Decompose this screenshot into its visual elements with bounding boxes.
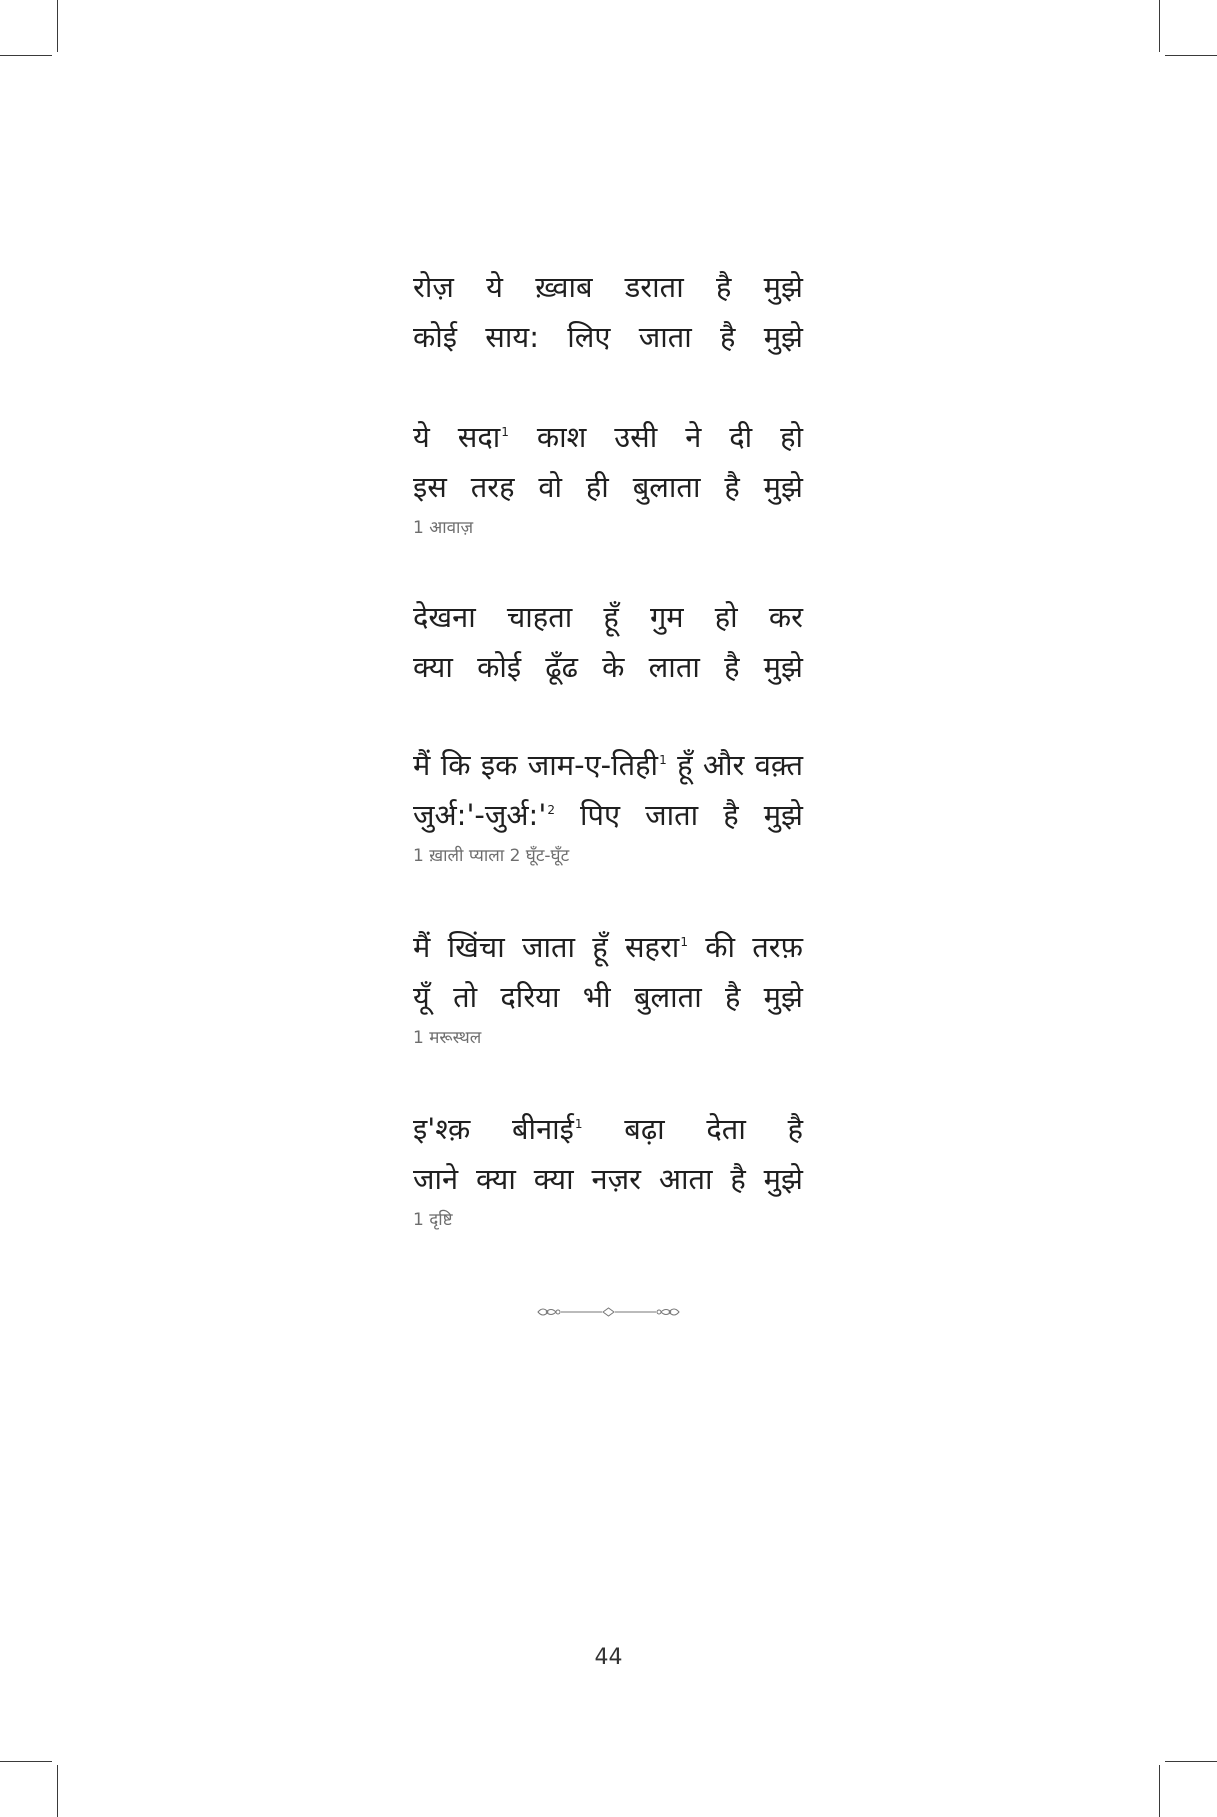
verse-word-text: रोज़ — [413, 270, 454, 304]
verse-word — [724, 462, 739, 512]
verse-word-text: ये — [486, 270, 503, 304]
verse-word — [764, 262, 803, 312]
verse-word-text: दी — [729, 420, 753, 454]
verse-word — [639, 312, 692, 362]
verse-word-text: हूँ — [603, 600, 619, 634]
verse-line — [413, 312, 803, 362]
verse-line — [413, 790, 803, 840]
verse-word-text: है — [716, 270, 732, 304]
crop-mark-top-right-vertical — [1159, 0, 1160, 52]
verse-word — [413, 592, 476, 642]
verse-word-text: इक — [480, 748, 518, 782]
verse-word — [477, 642, 521, 692]
verse-word — [764, 790, 803, 840]
verse-word — [592, 922, 607, 972]
verse-word-text: मुझे — [763, 798, 803, 832]
crop-mark-top-left-horizontal — [0, 55, 52, 56]
verse-word-text: मुझे — [763, 320, 803, 354]
verse-word-text: जुर्अ:'-जुर्अ:' — [413, 798, 547, 832]
verse-word-text: कर — [768, 600, 803, 634]
verse-word — [659, 1154, 713, 1204]
verse-word — [583, 972, 611, 1022]
verse-word — [730, 1154, 745, 1204]
verse-word-text: ढूँढ — [545, 650, 578, 684]
verse-word — [413, 312, 457, 362]
verse-word — [413, 262, 454, 312]
verse-word — [755, 740, 803, 790]
ghazal-text — [413, 262, 803, 1232]
couplet — [413, 1104, 803, 1232]
footnote: 1 दृष्टि — [413, 1210, 453, 1230]
verse-word-text: कोई — [477, 650, 522, 684]
verse-word-text: है — [787, 1112, 803, 1146]
verse-word-text: साय: — [485, 320, 539, 354]
crop-mark-bottom-right-vertical — [1159, 1765, 1160, 1817]
verse-word-text: बुलाता — [633, 980, 702, 1014]
verse-word-text: पिए — [580, 798, 621, 832]
footnote-marker: 1 — [659, 753, 667, 768]
verse-word-text: नज़र — [591, 1162, 641, 1196]
crop-mark-bottom-left-vertical — [57, 1765, 58, 1817]
verse-word-text: काश — [536, 420, 587, 454]
page-number: 44 — [594, 1645, 623, 1670]
verse-word — [705, 922, 735, 972]
verse-word-text: भी — [582, 980, 611, 1014]
verse-word-text: देखना — [413, 600, 476, 634]
verse-word — [645, 790, 698, 840]
footnote-marker: 2 — [547, 803, 555, 818]
verse-word-text: देता — [706, 1112, 746, 1146]
verse-word-text: खिंचा — [447, 930, 505, 964]
verse-word-text: आता — [658, 1162, 713, 1196]
verse-word — [706, 1104, 745, 1154]
verse-word — [534, 1154, 574, 1204]
verse-word — [715, 592, 738, 642]
verse-word — [413, 922, 430, 972]
verse-word — [764, 462, 803, 512]
verse-word-text: ही — [585, 470, 609, 504]
verse-line — [413, 592, 803, 642]
verse-word — [780, 412, 803, 462]
verse-word — [614, 412, 657, 462]
verse-word — [486, 262, 503, 312]
verse-word-text: वक़्त — [754, 748, 803, 782]
verse-word — [764, 312, 803, 362]
verse-word — [413, 1154, 458, 1204]
verse-word — [764, 1154, 803, 1204]
verse-word — [413, 462, 447, 512]
verse-word-text: जाम-ए-तिही — [527, 748, 659, 782]
verse-word-text: क्या — [413, 650, 453, 684]
verse-word — [603, 592, 618, 642]
verse-word-text: मैं — [413, 930, 431, 964]
verse-word-text: जाता — [521, 930, 576, 964]
verse-word — [500, 972, 559, 1022]
verse-line — [413, 1154, 803, 1204]
verse-word — [724, 642, 739, 692]
verse-word — [685, 412, 701, 462]
verse-word — [545, 642, 578, 692]
couplet — [413, 412, 803, 540]
verse-word-text: डराता — [624, 270, 684, 304]
verse-word — [752, 922, 803, 972]
verse-word-text: हूँ — [592, 930, 608, 964]
verse-word — [723, 790, 738, 840]
verse-word-text: ख़्वाब — [535, 270, 593, 304]
verse-word — [769, 592, 803, 642]
verse-word — [413, 642, 453, 692]
verse-word — [537, 412, 587, 462]
verse-word-text: ने — [685, 420, 702, 454]
verse-word — [650, 592, 684, 642]
verse-word-text: कोई — [413, 320, 458, 354]
verse-word — [471, 462, 515, 512]
verse-word — [729, 412, 752, 462]
verse-line — [413, 412, 803, 462]
verse-word-text: तरह — [470, 470, 515, 504]
verse-word-text: है — [723, 798, 739, 832]
verse-word — [624, 1104, 664, 1154]
verse-line — [413, 972, 803, 1022]
verse-word — [538, 462, 562, 512]
verse-word-text: गुम — [649, 600, 684, 634]
verse-word — [441, 740, 471, 790]
verse-word-text: मुझे — [763, 270, 803, 304]
verse-word — [764, 642, 803, 692]
verse-word-text: हूँ — [677, 748, 693, 782]
verse-line — [413, 462, 803, 512]
verse-word-text: है — [724, 470, 740, 504]
verse-word — [586, 462, 609, 512]
verse-word — [413, 412, 430, 462]
verse-word — [649, 642, 700, 692]
verse-word-text: है — [730, 1162, 746, 1196]
verse-word — [507, 592, 572, 642]
verse-word — [567, 312, 610, 362]
verse-word-text: बीनाई — [512, 1112, 574, 1146]
verse-word-text: सहरा — [624, 930, 680, 964]
verse-word-text: मुझे — [763, 650, 803, 684]
verse-word-text: और — [702, 748, 745, 782]
verse-word — [764, 972, 803, 1022]
verse-word — [633, 462, 701, 512]
couplet — [413, 592, 803, 692]
verse-line — [413, 262, 803, 312]
verse-word-text: मुझे — [763, 980, 803, 1014]
verse-word-text: बुलाता — [632, 470, 701, 504]
verse-line — [413, 1104, 803, 1154]
verse-word-text: मुझे — [763, 1162, 803, 1196]
verse-word — [481, 740, 518, 790]
verse-word — [725, 972, 740, 1022]
verse-line — [413, 642, 803, 692]
verse-word-text: क्या — [476, 1162, 516, 1196]
verse-line — [413, 922, 803, 972]
verse-word-text: है — [724, 650, 740, 684]
verse-word-text: लिए — [567, 320, 611, 354]
footnote: 1 ख़ाली प्याला 2 घूँट-घूँट — [413, 846, 570, 866]
crop-mark-top-right-horizontal — [1165, 55, 1217, 56]
verse-word — [788, 1104, 803, 1154]
verse-word-text: तो — [453, 980, 478, 1014]
verse-word-text: कि — [440, 748, 471, 782]
couplet — [413, 262, 803, 362]
verse-word — [485, 312, 539, 362]
verse-word — [625, 922, 688, 972]
verse-word-text: है — [720, 320, 736, 354]
verse-word-text: बढ़ा — [624, 1112, 665, 1146]
verse-word-text: जाने — [413, 1162, 459, 1196]
footnote-marker: 1 — [574, 1117, 583, 1132]
verse-word — [413, 972, 430, 1022]
verse-word — [448, 922, 505, 972]
verse-word-text: मुझे — [763, 470, 803, 504]
verse-word — [458, 412, 509, 462]
verse-word-text: जाता — [645, 798, 699, 832]
crop-mark-top-left-vertical — [57, 0, 58, 52]
verse-word — [522, 922, 575, 972]
verse-word — [720, 312, 735, 362]
verse-word-text: सदा — [457, 420, 501, 454]
verse-word — [625, 262, 684, 312]
verse-word-text: इस — [413, 470, 447, 504]
verse-word-text: ये — [413, 420, 430, 454]
crop-mark-bottom-right-horizontal — [1165, 1761, 1217, 1762]
verse-word-text: क्या — [533, 1162, 574, 1196]
verse-word — [580, 790, 620, 840]
floral-divider-icon — [536, 1302, 681, 1322]
verse-word — [535, 262, 592, 312]
verse-word — [703, 740, 745, 790]
verse-word-text: चाहता — [506, 600, 573, 634]
verse-word-text: वो — [538, 470, 563, 504]
verse-word-text: की — [705, 930, 735, 964]
verse-word-text: तरफ़ — [752, 930, 803, 964]
verse-word-text: हो — [780, 420, 803, 454]
footnote: 1 मरूस्थल — [413, 1028, 482, 1048]
verse-word — [634, 972, 702, 1022]
verse-word-text: हो — [714, 600, 738, 634]
verse-word-text: जाता — [638, 320, 692, 354]
verse-word — [512, 1104, 583, 1154]
couplet — [413, 740, 803, 868]
verse-word — [591, 1154, 640, 1204]
verse-word — [677, 740, 692, 790]
verse-word-text: उसी — [614, 420, 658, 454]
verse-word-text: दरिया — [500, 980, 560, 1014]
verse-word — [528, 740, 667, 790]
verse-word — [716, 262, 731, 312]
verse-word-text: यूँ — [413, 980, 430, 1014]
footnote-marker: 1 — [680, 935, 688, 950]
verse-word — [476, 1154, 516, 1204]
verse-word — [602, 642, 624, 692]
verse-word-text: के — [602, 650, 625, 684]
footnote-marker: 1 — [501, 425, 509, 440]
verse-line — [413, 740, 803, 790]
couplet — [413, 922, 803, 1050]
verse-word-text: मैं — [413, 748, 431, 782]
verse-word — [413, 740, 430, 790]
crop-mark-bottom-left-horizontal — [0, 1761, 52, 1762]
verse-word — [453, 972, 477, 1022]
verse-word-text: इ'श्क़ — [413, 1112, 471, 1146]
verse-word — [413, 1104, 470, 1154]
verse-word-text: है — [725, 980, 741, 1014]
verse-word-text: लाता — [648, 650, 700, 684]
verse-word — [413, 790, 555, 840]
footnote: 1 आवाज़ — [413, 518, 474, 538]
